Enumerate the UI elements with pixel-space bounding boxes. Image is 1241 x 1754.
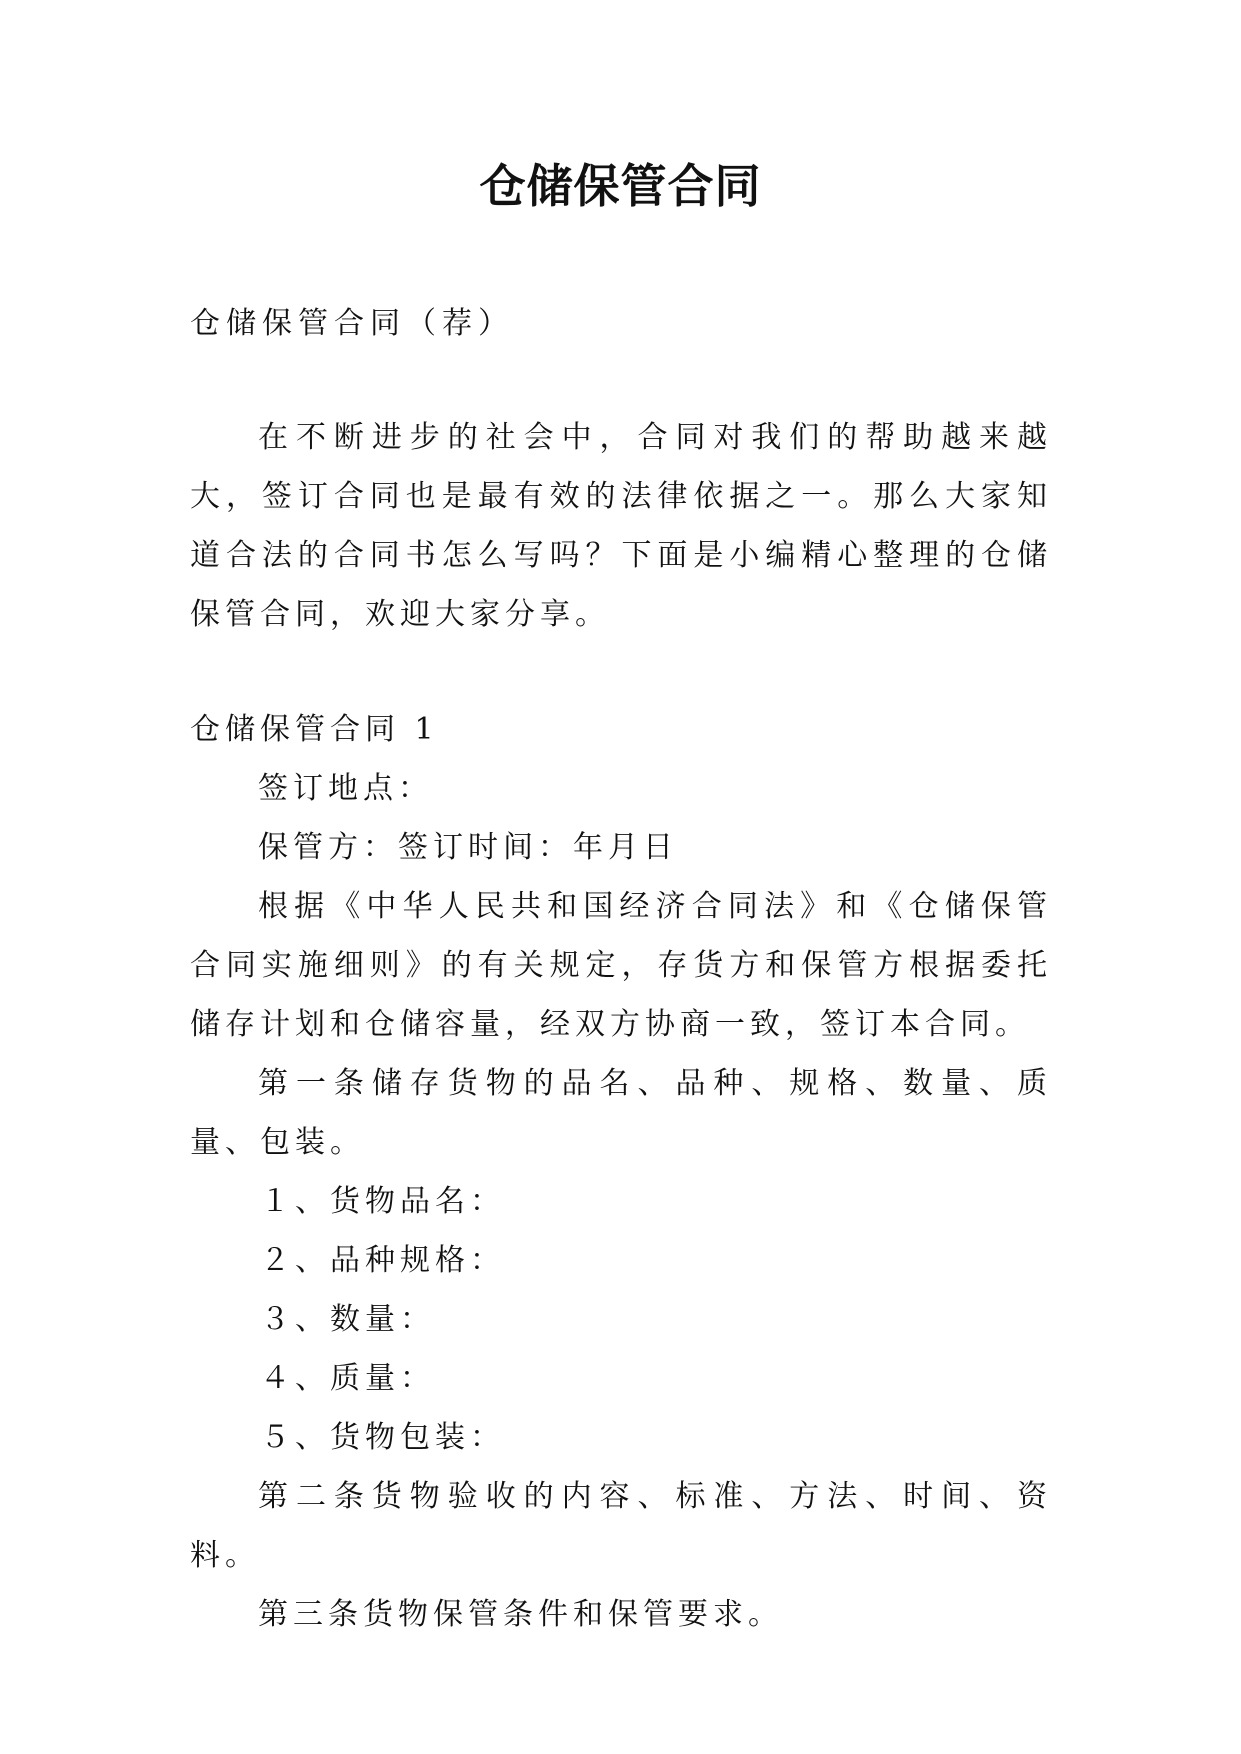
sign-place-line: 签订地点：: [258, 771, 433, 806]
article-3: 第三条货物保管条件和保管要求。: [258, 1597, 783, 1632]
basis-paragraph: 根据《中华人民共和国经济合同法》和《仓储保管合同实施细则》的有关规定，存货方和保管方根据委托储存计划和仓储容量，经双方协商一致，签订本合同。: [190, 889, 1052, 1042]
intro-paragraph: 在不断进步的社会中，合同对我们的帮助越来越大，签订合同也是最有效的法律依据之一。那么大家知道合法的合同书怎么写吗？下面是小编精心整理的仓储保管合同，欢迎大家分享。: [190, 420, 1052, 632]
list-item: ３、数量：: [260, 1302, 435, 1337]
contract-section: [190, 700, 1052, 1644]
document-subtitle: 仓储保管合同（荐）: [190, 306, 514, 341]
list-item: １、货物品名：: [260, 1184, 505, 1219]
custodian-time-line: 保管方：签订时间：年月日: [258, 830, 678, 865]
list-item: ４、质量：: [260, 1361, 435, 1396]
list-item: ２、品种规格：: [260, 1243, 505, 1278]
list-item: ５、货物包装：: [260, 1420, 505, 1455]
article-1: 第一条储存货物的品名、品种、规格、数量、质量、包装。: [190, 1066, 1052, 1160]
article-2: 第二条货物验收的内容、标准、方法、时间、资料。: [190, 1479, 1052, 1573]
document-title: 仓储保管合同: [479, 159, 762, 213]
section-heading: 仓储保管合同 1: [190, 712, 439, 747]
